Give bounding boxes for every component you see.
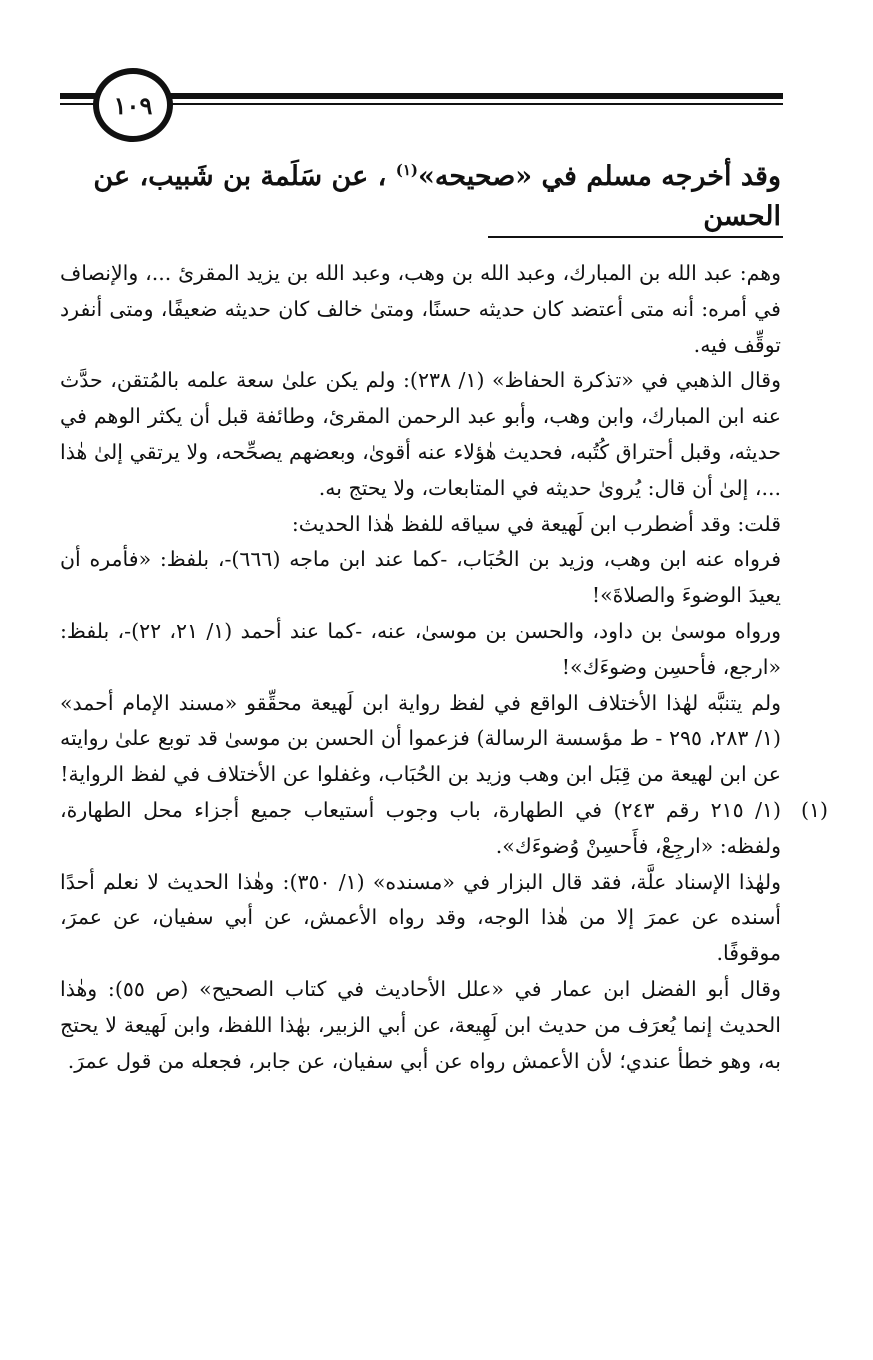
main-text-line — [60, 150, 781, 237]
footnotes-section — [60, 256, 828, 1079]
footnote-marker: (١) — [395, 161, 418, 179]
note-paragraph-2: وقال الذهبي في «تذكرة الحفاظ» (١/ ٢٣٨): ولم يكن علىٰ سعة علمه بالمُتقن، حدَّث عنه ابن المبارك، وابن وهب، وأبو عبد الرحمن المقرئ، وطائفة قبل أن يكثر الوهم في حديثه، وقبل أحتراق كُتُبه، فحديث هٰؤلاء عنه أقوىٰ، وبعضهم يصحِّحه، ولا يرتقي إلىٰ هٰذا ...، إلىٰ أن قال: يُروىٰ حديثه في المتابعات، ولا يحتج به. — [60, 368, 781, 500]
main-text-after: ، عن سَلَمة بن شَبيب، عن الحسن — [93, 161, 781, 232]
footnote-number: (١) — [800, 797, 828, 822]
footnote-divider — [488, 236, 783, 238]
footnote-1-line-2: ولهٰذا الإسناد علَّة، فقد قال البزار في «مسنده» (١/ ٣٥٠): وهٰذا الحديث لا نعلم أحدًا أسنده عن عمرَ إلا من هٰذا الوجه، وقد رواه الأعمش، عن أبي سفيان، عن عمرَ، موقوفًا. — [60, 869, 781, 966]
main-text: وقد أخرجه مسلم في «صحيحه» — [418, 161, 781, 192]
note-paragraph-4: فرواه عنه ابن وهب، وزيد بن الحُبَاب، -كما عند ابن ماجه (٦٦٦)-، بلفظ: «فأمره أن يعيدَ الوضوءَ والصلاةَ»! — [60, 547, 781, 608]
note-paragraph-6: ولم يتنبَّه لهٰذا الأختلاف الواقع في لفظ رواية ابن لَهيعة محقِّقو «مسند الإمام أحمد» (١/ ٢٨٣، ٢٩٥ - ط مؤسسة الرسالة) فزعموا أن الحسن بن موسىٰ قد توبع علىٰ روايته عن ابن لهيعة من قِبَل ابن وهب وزيد بن الحُبَاب، وغفلوا عن الأختلاف في لفظ الرواية! — [60, 690, 781, 787]
note-paragraph-5: ورواه موسىٰ بن داود، والحسن بن موسىٰ، عنه، -كما عند أحمد (١/ ٢١، ٢٢)-، بلفظ: «ارجع، فأحسِن وضوءَك»! — [60, 618, 782, 679]
note-paragraph-3: قلت: وقد أضطرب ابن لَهيعة في سياقه للفظ هٰذا الحديث: — [291, 511, 781, 536]
note-paragraph-1: وهم: عبد الله بن المبارك، وعبد الله بن وهب، وعبد الله بن يزيد المقرئ ...، والإنصاف في أمره: أنه متى أعتضد كان حديثه حسنًا، ومتىٰ خالف كان حديثه ضعيفًا، ومتى أنفرد توقِّف فيه. — [60, 261, 781, 357]
page-number: ١٠٩ — [113, 90, 153, 120]
page-header — [0, 0, 873, 150]
footnote-1-line-1: (١/ ٢١٥ رقم ٢٤٣) في الطهارة، باب وجوب أستيعاب جميع أجزاء محل الطهارة، ولفظه: «ارجِعْ، فأَحسِنْ وُضوءَك». — [60, 797, 781, 858]
page-number-badge — [93, 68, 173, 142]
footnote-1-line-3: وقال أبو الفضل ابن عمار في «علل الأحاديث في كتاب الصحيح» (ص ٥٥): وهٰذا الحديث إنما يُعرَف من حديث ابن لَهِيعة، عن أبي الزبير، بهٰذا اللفظ، وابن لَهيعة لا يحتج به، وهو خطأ عندي؛ لأن الأعمش رواه عن أبي سفيان، عن جابر، فجعله من قول عمرَ. — [60, 976, 781, 1073]
footnote-1 — [60, 793, 828, 865]
